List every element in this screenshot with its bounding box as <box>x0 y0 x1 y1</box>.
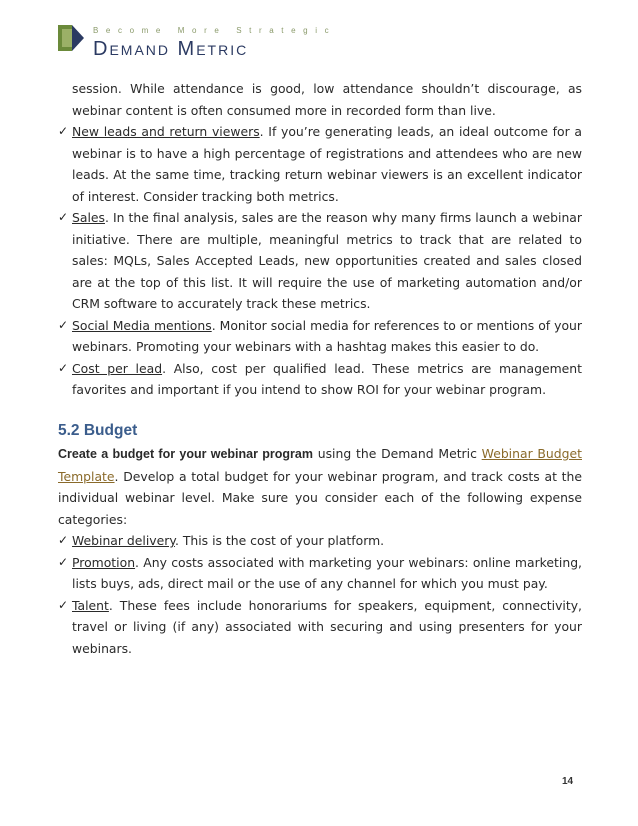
list-item <box>58 121 582 207</box>
list-item <box>58 207 582 315</box>
metric-text: . If you’re generating leads, an ideal outcome for a webinar is to have a high percentage of registrations and attendees who are new leads. At the same time, tracking return webinar viewers is an excellent indicator of interest. Consider tracking both metrics. <box>72 124 582 204</box>
list-item <box>58 358 582 401</box>
checkmark-icon: ✓ <box>58 360 69 375</box>
budget-intro <box>58 443 582 530</box>
budget-text: . Any costs associated with marketing your webinars: online marketing, lists buys, ads, direct mail or the use of any channel for which you must pay. <box>72 554 582 591</box>
metric-term: Sales <box>72 210 105 225</box>
checkmark-icon: ✓ <box>58 124 69 138</box>
budget-term: Promotion <box>72 554 136 570</box>
metric-term: Social Media mentions <box>72 317 212 333</box>
checkmark-icon: ✓ <box>58 554 69 569</box>
checkmark-icon: ✓ <box>58 210 69 224</box>
checkmark-icon: ✓ <box>58 597 69 612</box>
budget-text: . These fees include honorariums for speakers, equipment, connectivity, travel or living (if any) associated with securing and using presenters for your webinars. <box>72 597 582 656</box>
checkmark-icon: ✓ <box>58 317 69 332</box>
logo-brand: Demand Metric <box>93 38 249 60</box>
page-number: 14 <box>562 776 574 787</box>
checkmark-icon: ✓ <box>58 533 69 547</box>
budget-term: Talent <box>72 597 109 613</box>
budget-lead-rest: . Develop a total budget for your webinar program, and track costs at the individual webinar level. Make sure you consider each of the following expense categories: <box>58 468 582 527</box>
list-item <box>58 595 582 660</box>
metric-term: New leads and return viewers <box>72 124 260 139</box>
list-item <box>58 552 582 595</box>
budget-lead-bold: Create a budget for your webinar program <box>58 447 313 461</box>
list-item <box>58 530 582 552</box>
demand-metric-logo <box>58 18 337 62</box>
budget-lead-mid: using the Demand Metric <box>312 446 482 461</box>
section-heading: 5.2 Budget <box>58 422 138 439</box>
logo-tagline: Become More Strategic <box>93 26 337 35</box>
budget-section <box>58 443 582 659</box>
intro-continuation: session. While attendance is good, low attendance shouldn’t discourage, as webinar content is often consumed more in recorded form than live. <box>72 81 582 118</box>
metric-text: . In the final analysis, sales are the reason why many firms launch a webinar initiative. There are multiple, meaningful metrics to track that are related to sales: MQLs, Sales Accepted Leads, new opportunities created and sales closed are at the top of this list. It will require the use of marketing automation and/or CRM software to accurately track these metrics. <box>72 210 582 311</box>
logo-mark-icon <box>58 25 84 51</box>
budget-text: . This is the cost of your platform. <box>174 533 385 548</box>
metrics-list <box>58 121 582 401</box>
metric-text: . Also, cost per qualified lead. These metrics are management favorites and important if you intend to show ROI for your webinar program. <box>72 360 582 397</box>
metric-text: . Monitor social media for references to or mentions of your webinars. Promoting your webinars with a hashtag makes this easier to do. <box>72 317 582 354</box>
list-item <box>58 315 582 358</box>
budget-term: Webinar delivery <box>72 533 175 548</box>
webinar-budget-template-link[interactable]: Webinar Budget Template <box>58 446 582 484</box>
metric-term: Cost per lead <box>72 360 163 376</box>
